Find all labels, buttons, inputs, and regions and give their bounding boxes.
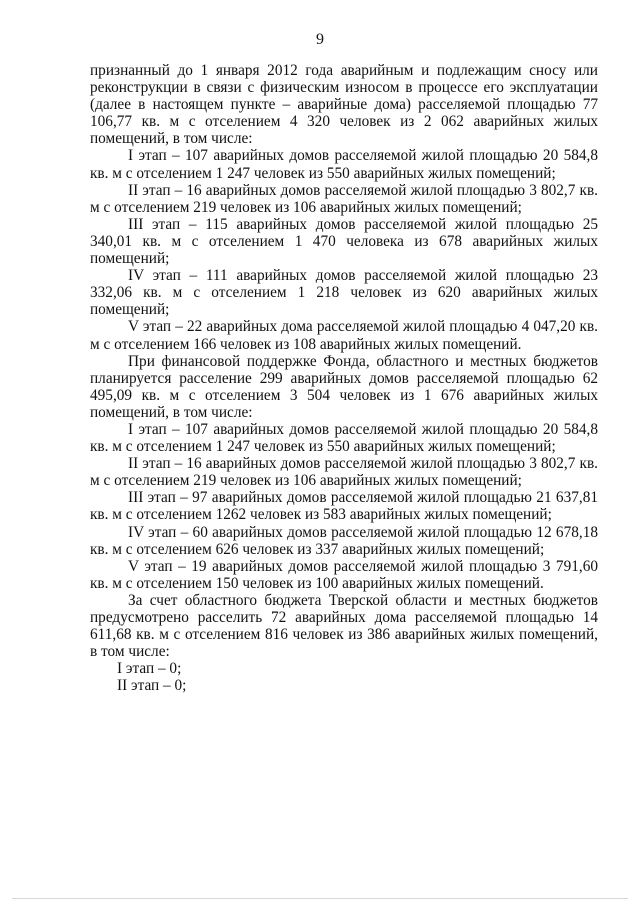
paragraph-stage-3: III этап – 115 аварийных домов расселяемой жилой площадью 25 340,01 кв. м с отселением 1 470 человека из 678 аварийных жилых помещений; bbox=[90, 215, 598, 268]
paragraph-stage-5: V этап – 22 аварийных дома расселяемой жилой площадью 4 047,20 кв. м с отселением 166 человек из 108 аварийных жилых помещений. bbox=[90, 318, 598, 353]
paragraph-fund-stage-1: I этап – 107 аварийных домов расселяемой жилой площадью 20 584,8 кв. м с отселением 1 247 человек из 550 аварийных жилых помещений; bbox=[90, 420, 598, 456]
paragraph-fund-stage-3: III этап – 97 аварийных домов расселяемой жилой площадью 21 637,81 кв. м с отселением 1262 человек из 583 аварийных жилых помещений; bbox=[90, 489, 598, 524]
paragraph-stage-1: I этап – 107 аварийных домов расселяемой жилой площадью 20 584,8 кв. м с отселением 1 247 человек из 550 аварийных жилых помещений; bbox=[90, 147, 598, 182]
paragraph-intro: признанный до 1 января 2012 года аварийным и подлежащим сносу или реконструкции в связи с физическим износом в процессе его эксплуатации (далее в настоящем пункте – аварийные дома) расселяемой площадью 77 106,77 кв. м с отселением 4 320 человек из 2 062 аварийных жилых помещений, в том числе: bbox=[90, 62, 598, 148]
line-regional-stage-2: II этап – 0; bbox=[117, 677, 187, 695]
paragraph-fund-stage-2: II этап – 16 аварийных домов расселяемой жилой площадью 3 802,7 кв. м с отселением 219 человек из 106 аварийных жилых помещений; bbox=[90, 455, 598, 490]
paragraph-fund-intro: При финансовой поддержке Фонда, областного и местных бюджетов планируется расселение 299 аварийных домов расселяемой площадью 62 495,09 кв. м с отселением 3 504 человек из 1 676 аварийных жилых помещений, в том числе: bbox=[90, 352, 598, 421]
page-number: 9 bbox=[316, 31, 324, 48]
page-bottom-edge bbox=[12, 898, 628, 899]
paragraph-stage-4: IV этап – 111 аварийных домов расселяемой жилой площадью 23 332,06 кв. м с отселением 1 218 человек из 620 аварийных жилых помещений; bbox=[90, 267, 598, 319]
paragraph-fund-stage-4: IV этап – 60 аварийных домов расселяемой жилой площадью 12 678,18 кв. м с отселением 626 человек из 337 аварийных жилых помещений; bbox=[90, 523, 598, 558]
paragraph-stage-2: II этап – 16 аварийных домов расселяемой жилой площадью 3 802,7 кв. м с отселением 219 человек из 106 аварийных жилых помещений; bbox=[90, 181, 598, 216]
paragraph-fund-stage-5: V этап – 19 аварийных домов расселяемой жилой площадью 3 791,60 кв. м с отселением 150 человек из 100 аварийных жилых помещений. bbox=[90, 557, 598, 592]
document-body bbox=[90, 62, 598, 694]
paragraph-regional-intro: За счет областного бюджета Тверской области и местных бюджетов предусмотрено расселить 72 аварийных дома расселяемой площадью 14 611,68 кв. м с отселением 816 человек из 386 аварийных жилых помещений, в том числе: bbox=[90, 591, 598, 661]
line-regional-stage-1: I этап – 0; bbox=[117, 660, 182, 678]
